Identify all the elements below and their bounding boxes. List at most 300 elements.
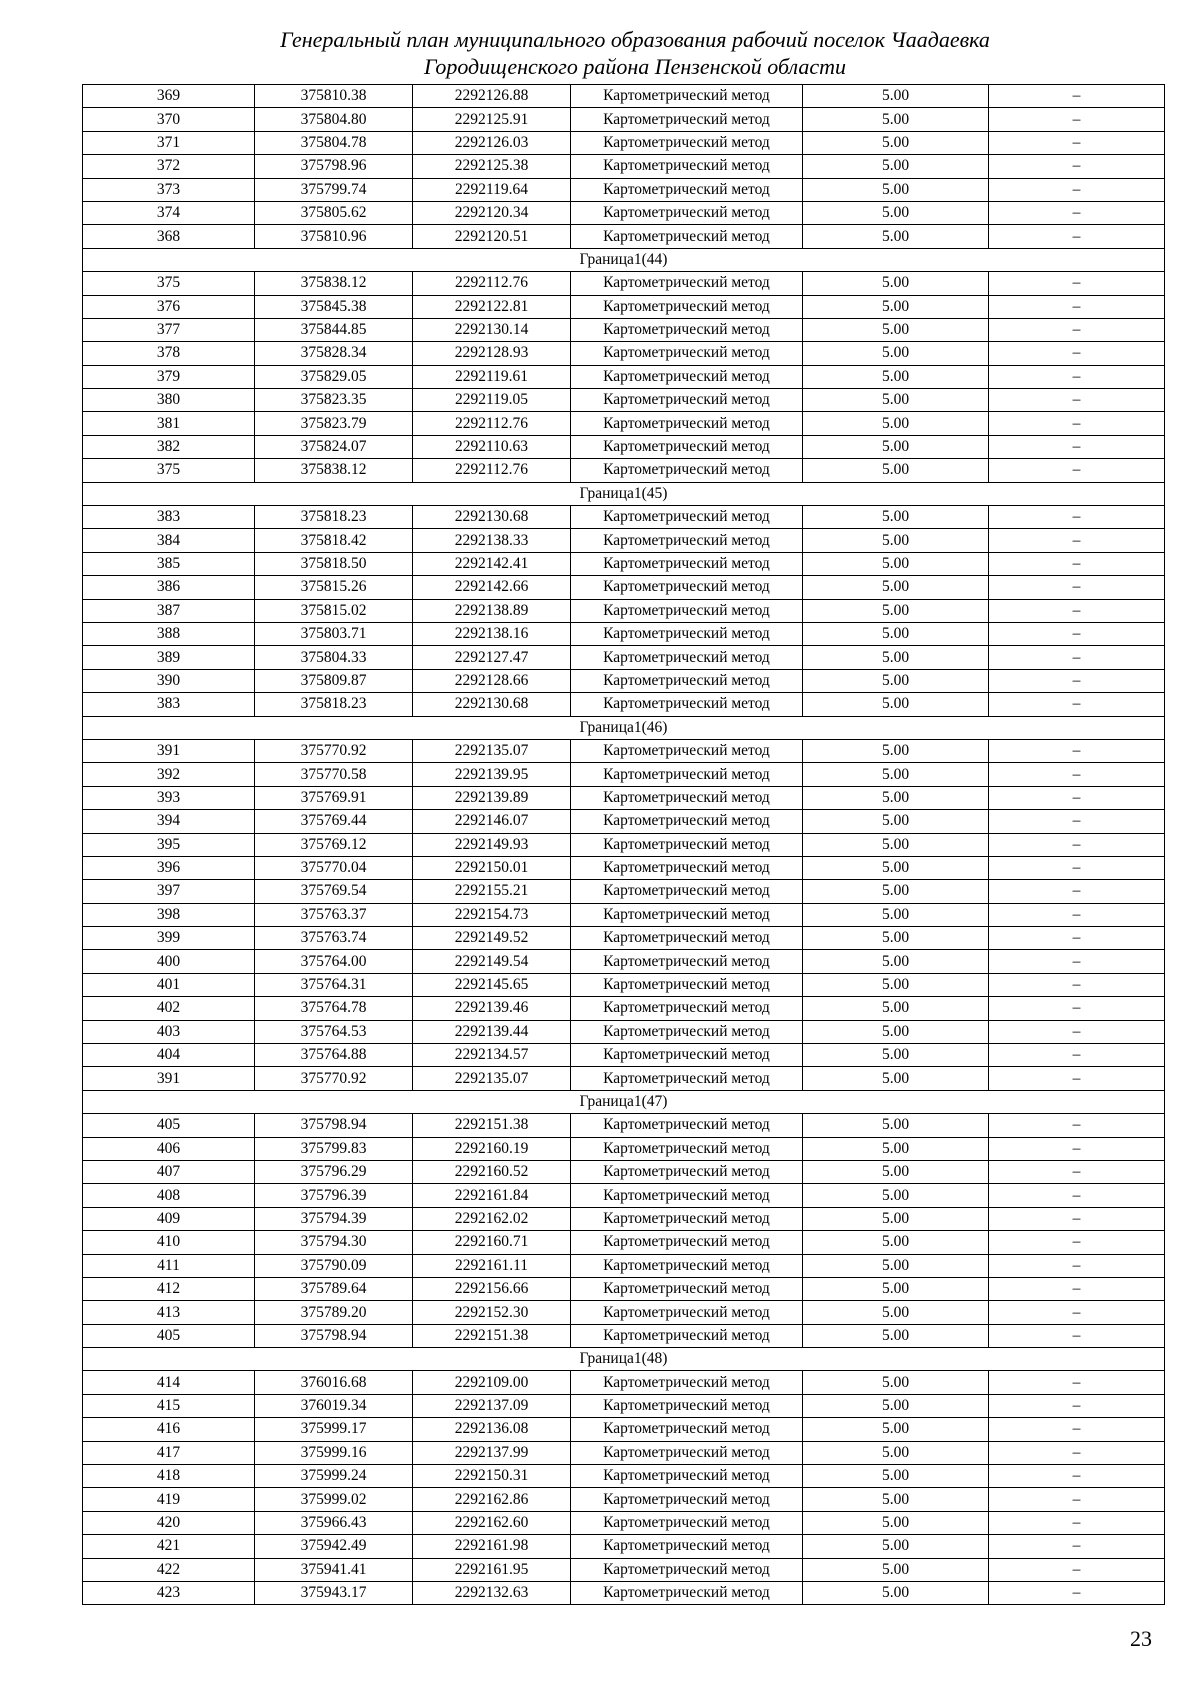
y-coordinate-cell: 2292139.46 <box>413 997 571 1020</box>
description-cell: – <box>989 763 1165 786</box>
description-cell: – <box>989 1465 1165 1488</box>
x-coordinate-cell: 375941.41 <box>255 1558 413 1581</box>
method-cell: Картометрический метод <box>571 365 803 388</box>
point-number-cell: 401 <box>83 973 255 996</box>
table-row <box>83 763 1165 786</box>
point-number-cell: 408 <box>83 1184 255 1207</box>
description-cell: – <box>989 272 1165 295</box>
accuracy-cell: 5.00 <box>803 1558 989 1581</box>
accuracy-cell: 5.00 <box>803 506 989 529</box>
method-cell: Картометрический метод <box>571 1114 803 1137</box>
y-coordinate-cell: 2292149.52 <box>413 927 571 950</box>
x-coordinate-cell: 375804.78 <box>255 131 413 154</box>
y-coordinate-cell: 2292119.05 <box>413 389 571 412</box>
x-coordinate-cell: 375769.44 <box>255 810 413 833</box>
y-coordinate-cell: 2292125.91 <box>413 108 571 131</box>
table-row <box>83 529 1165 552</box>
point-number-cell: 405 <box>83 1114 255 1137</box>
description-cell: – <box>989 1067 1165 1090</box>
point-number-cell: 411 <box>83 1254 255 1277</box>
x-coordinate-cell: 375810.96 <box>255 225 413 248</box>
y-coordinate-cell: 2292110.63 <box>413 435 571 458</box>
table-row <box>83 295 1165 318</box>
x-coordinate-cell: 375789.64 <box>255 1277 413 1300</box>
y-coordinate-cell: 2292127.47 <box>413 646 571 669</box>
point-number-cell: 387 <box>83 599 255 622</box>
description-cell: – <box>989 552 1165 575</box>
table-row <box>83 131 1165 154</box>
x-coordinate-cell: 375818.50 <box>255 552 413 575</box>
accuracy-cell: 5.00 <box>803 1114 989 1137</box>
section-row <box>83 248 1165 271</box>
table-row <box>83 1394 1165 1417</box>
accuracy-cell: 5.00 <box>803 1301 989 1324</box>
table-row <box>83 225 1165 248</box>
table-row <box>83 880 1165 903</box>
method-cell: Картометрический метод <box>571 786 803 809</box>
table-row <box>83 903 1165 926</box>
method-cell: Картометрический метод <box>571 201 803 224</box>
table-row <box>83 786 1165 809</box>
x-coordinate-cell: 375818.23 <box>255 693 413 716</box>
point-number-cell: 391 <box>83 739 255 762</box>
y-coordinate-cell: 2292125.38 <box>413 155 571 178</box>
x-coordinate-cell: 375799.74 <box>255 178 413 201</box>
table-row <box>83 1114 1165 1137</box>
x-coordinate-cell: 375823.35 <box>255 389 413 412</box>
y-coordinate-cell: 2292139.44 <box>413 1020 571 1043</box>
table-row <box>83 622 1165 645</box>
description-cell: – <box>989 178 1165 201</box>
y-coordinate-cell: 2292161.95 <box>413 1558 571 1581</box>
accuracy-cell: 5.00 <box>803 412 989 435</box>
method-cell: Картометрический метод <box>571 1394 803 1417</box>
y-coordinate-cell: 2292161.11 <box>413 1254 571 1277</box>
table-row <box>83 810 1165 833</box>
y-coordinate-cell: 2292146.07 <box>413 810 571 833</box>
accuracy-cell: 5.00 <box>803 459 989 482</box>
x-coordinate-cell: 375809.87 <box>255 669 413 692</box>
description-cell: – <box>989 810 1165 833</box>
description-cell: – <box>989 786 1165 809</box>
point-number-cell: 369 <box>83 85 255 108</box>
table-row <box>83 1067 1165 1090</box>
table-row <box>83 1207 1165 1230</box>
method-cell: Картометрический метод <box>571 131 803 154</box>
description-cell: – <box>989 1020 1165 1043</box>
accuracy-cell: 5.00 <box>803 1488 989 1511</box>
description-cell: – <box>989 1441 1165 1464</box>
accuracy-cell: 5.00 <box>803 1231 989 1254</box>
description-cell: – <box>989 576 1165 599</box>
point-number-cell: 403 <box>83 1020 255 1043</box>
section-title: Граница1(46) <box>83 716 1165 739</box>
accuracy-cell: 5.00 <box>803 786 989 809</box>
description-cell: – <box>989 389 1165 412</box>
description-cell: – <box>989 997 1165 1020</box>
x-coordinate-cell: 375794.39 <box>255 1207 413 1230</box>
point-number-cell: 381 <box>83 412 255 435</box>
description-cell: – <box>989 1114 1165 1137</box>
x-coordinate-cell: 375799.83 <box>255 1137 413 1160</box>
table-row <box>83 389 1165 412</box>
method-cell: Картометрический метод <box>571 1067 803 1090</box>
table-row <box>83 576 1165 599</box>
point-number-cell: 377 <box>83 318 255 341</box>
description-cell: – <box>989 1137 1165 1160</box>
table-row <box>83 1324 1165 1347</box>
x-coordinate-cell: 375999.02 <box>255 1488 413 1511</box>
description-cell: – <box>989 1184 1165 1207</box>
accuracy-cell: 5.00 <box>803 178 989 201</box>
accuracy-cell: 5.00 <box>803 295 989 318</box>
x-coordinate-cell: 375804.80 <box>255 108 413 131</box>
y-coordinate-cell: 2292128.66 <box>413 669 571 692</box>
accuracy-cell: 5.00 <box>803 1324 989 1347</box>
x-coordinate-cell: 375794.30 <box>255 1231 413 1254</box>
accuracy-cell: 5.00 <box>803 880 989 903</box>
method-cell: Картометрический метод <box>571 880 803 903</box>
y-coordinate-cell: 2292138.16 <box>413 622 571 645</box>
method-cell: Картометрический метод <box>571 295 803 318</box>
description-cell: – <box>989 459 1165 482</box>
table-row <box>83 155 1165 178</box>
description-cell: – <box>989 85 1165 108</box>
table-row <box>83 272 1165 295</box>
x-coordinate-cell: 375770.04 <box>255 856 413 879</box>
description-cell: – <box>989 903 1165 926</box>
table-row <box>83 1371 1165 1394</box>
point-number-cell: 378 <box>83 342 255 365</box>
y-coordinate-cell: 2292120.34 <box>413 201 571 224</box>
point-number-cell: 416 <box>83 1418 255 1441</box>
x-coordinate-cell: 375818.42 <box>255 529 413 552</box>
y-coordinate-cell: 2292160.52 <box>413 1160 571 1183</box>
y-coordinate-cell: 2292160.71 <box>413 1231 571 1254</box>
y-coordinate-cell: 2292156.66 <box>413 1277 571 1300</box>
point-number-cell: 407 <box>83 1160 255 1183</box>
accuracy-cell: 5.00 <box>803 1441 989 1464</box>
description-cell: – <box>989 856 1165 879</box>
x-coordinate-cell: 375829.05 <box>255 365 413 388</box>
accuracy-cell: 5.00 <box>803 108 989 131</box>
y-coordinate-cell: 2292142.66 <box>413 576 571 599</box>
section-title: Граница1(45) <box>83 482 1165 505</box>
y-coordinate-cell: 2292126.03 <box>413 131 571 154</box>
accuracy-cell: 5.00 <box>803 739 989 762</box>
point-number-cell: 412 <box>83 1277 255 1300</box>
x-coordinate-cell: 375769.91 <box>255 786 413 809</box>
x-coordinate-cell: 375999.17 <box>255 1418 413 1441</box>
x-coordinate-cell: 376016.68 <box>255 1371 413 1394</box>
table-row <box>83 412 1165 435</box>
method-cell: Картометрический метод <box>571 739 803 762</box>
y-coordinate-cell: 2292112.76 <box>413 459 571 482</box>
point-number-cell: 392 <box>83 763 255 786</box>
table-row <box>83 1137 1165 1160</box>
y-coordinate-cell: 2292150.31 <box>413 1465 571 1488</box>
description-cell: – <box>989 131 1165 154</box>
point-number-cell: 370 <box>83 108 255 131</box>
y-coordinate-cell: 2292132.63 <box>413 1582 571 1605</box>
x-coordinate-cell: 375999.16 <box>255 1441 413 1464</box>
table-row <box>83 1277 1165 1300</box>
method-cell: Картометрический метод <box>571 973 803 996</box>
point-number-cell: 396 <box>83 856 255 879</box>
point-number-cell: 386 <box>83 576 255 599</box>
point-number-cell: 399 <box>83 927 255 950</box>
accuracy-cell: 5.00 <box>803 646 989 669</box>
x-coordinate-cell: 375796.39 <box>255 1184 413 1207</box>
y-coordinate-cell: 2292128.93 <box>413 342 571 365</box>
table-row <box>83 506 1165 529</box>
method-cell: Картометрический метод <box>571 599 803 622</box>
method-cell: Картометрический метод <box>571 927 803 950</box>
description-cell: – <box>989 739 1165 762</box>
point-number-cell: 417 <box>83 1441 255 1464</box>
method-cell: Картометрический метод <box>571 1441 803 1464</box>
point-number-cell: 384 <box>83 529 255 552</box>
y-coordinate-cell: 2292161.84 <box>413 1184 571 1207</box>
description-cell: – <box>989 1535 1165 1558</box>
description-cell: – <box>989 1558 1165 1581</box>
accuracy-cell: 5.00 <box>803 1277 989 1300</box>
x-coordinate-cell: 375845.38 <box>255 295 413 318</box>
accuracy-cell: 5.00 <box>803 997 989 1020</box>
section-row <box>83 1090 1165 1113</box>
x-coordinate-cell: 375769.12 <box>255 833 413 856</box>
table-row <box>83 599 1165 622</box>
y-coordinate-cell: 2292130.68 <box>413 506 571 529</box>
point-number-cell: 383 <box>83 506 255 529</box>
accuracy-cell: 5.00 <box>803 1371 989 1394</box>
method-cell: Картометрический метод <box>571 669 803 692</box>
method-cell: Картометрический метод <box>571 1511 803 1534</box>
method-cell: Картометрический метод <box>571 1324 803 1347</box>
y-coordinate-cell: 2292139.95 <box>413 763 571 786</box>
description-cell: – <box>989 1231 1165 1254</box>
y-coordinate-cell: 2292119.61 <box>413 365 571 388</box>
y-coordinate-cell: 2292137.09 <box>413 1394 571 1417</box>
x-coordinate-cell: 375798.96 <box>255 155 413 178</box>
x-coordinate-cell: 375810.38 <box>255 85 413 108</box>
table-row <box>83 997 1165 1020</box>
accuracy-cell: 5.00 <box>803 693 989 716</box>
method-cell: Картометрический метод <box>571 85 803 108</box>
x-coordinate-cell: 375770.92 <box>255 739 413 762</box>
table-row <box>83 1535 1165 1558</box>
table-row <box>83 833 1165 856</box>
method-cell: Картометрический метод <box>571 1301 803 1324</box>
description-cell: – <box>989 1160 1165 1183</box>
x-coordinate-cell: 375824.07 <box>255 435 413 458</box>
section-row <box>83 716 1165 739</box>
section-title: Граница1(44) <box>83 248 1165 271</box>
table-row <box>83 1231 1165 1254</box>
y-coordinate-cell: 2292112.76 <box>413 272 571 295</box>
y-coordinate-cell: 2292142.41 <box>413 552 571 575</box>
accuracy-cell: 5.00 <box>803 1207 989 1230</box>
accuracy-cell: 5.00 <box>803 1394 989 1417</box>
accuracy-cell: 5.00 <box>803 903 989 926</box>
x-coordinate-cell: 375789.20 <box>255 1301 413 1324</box>
method-cell: Картометрический метод <box>571 1137 803 1160</box>
method-cell: Картометрический метод <box>571 622 803 645</box>
method-cell: Картометрический метод <box>571 576 803 599</box>
point-number-cell: 423 <box>83 1582 255 1605</box>
table-row <box>83 927 1165 950</box>
method-cell: Картометрический метод <box>571 272 803 295</box>
method-cell: Картометрический метод <box>571 646 803 669</box>
y-coordinate-cell: 2292120.51 <box>413 225 571 248</box>
table-row <box>83 1301 1165 1324</box>
x-coordinate-cell: 375838.12 <box>255 272 413 295</box>
point-number-cell: 395 <box>83 833 255 856</box>
y-coordinate-cell: 2292130.14 <box>413 318 571 341</box>
x-coordinate-cell: 375764.53 <box>255 1020 413 1043</box>
header-title-line-1: Генеральный план муниципального образования рабочий поселок Чаадаевка <box>280 27 990 52</box>
point-number-cell: 405 <box>83 1324 255 1347</box>
description-cell: – <box>989 1254 1165 1277</box>
method-cell: Картометрический метод <box>571 1535 803 1558</box>
description-cell: – <box>989 622 1165 645</box>
y-coordinate-cell: 2292126.88 <box>413 85 571 108</box>
method-cell: Картометрический метод <box>571 1488 803 1511</box>
x-coordinate-cell: 375999.24 <box>255 1465 413 1488</box>
section-row <box>83 482 1165 505</box>
method-cell: Картометрический метод <box>571 903 803 926</box>
description-cell: – <box>989 1582 1165 1605</box>
y-coordinate-cell: 2292139.89 <box>413 786 571 809</box>
method-cell: Картометрический метод <box>571 459 803 482</box>
section-row <box>83 1348 1165 1371</box>
description-cell: – <box>989 1277 1165 1300</box>
point-number-cell: 388 <box>83 622 255 645</box>
accuracy-cell: 5.00 <box>803 1184 989 1207</box>
description-cell: – <box>989 529 1165 552</box>
table-row <box>83 1441 1165 1464</box>
coordinates-table-body <box>83 85 1165 1605</box>
point-number-cell: 421 <box>83 1535 255 1558</box>
description-cell: – <box>989 1511 1165 1534</box>
x-coordinate-cell: 375803.71 <box>255 622 413 645</box>
accuracy-cell: 5.00 <box>803 622 989 645</box>
accuracy-cell: 5.00 <box>803 833 989 856</box>
x-coordinate-cell: 375805.62 <box>255 201 413 224</box>
accuracy-cell: 5.00 <box>803 272 989 295</box>
table-row <box>83 365 1165 388</box>
accuracy-cell: 5.00 <box>803 1067 989 1090</box>
point-number-cell: 371 <box>83 131 255 154</box>
accuracy-cell: 5.00 <box>803 669 989 692</box>
x-coordinate-cell: 375764.88 <box>255 1044 413 1067</box>
point-number-cell: 380 <box>83 389 255 412</box>
accuracy-cell: 5.00 <box>803 342 989 365</box>
accuracy-cell: 5.00 <box>803 1160 989 1183</box>
table-row <box>83 318 1165 341</box>
x-coordinate-cell: 376019.34 <box>255 1394 413 1417</box>
accuracy-cell: 5.00 <box>803 927 989 950</box>
accuracy-cell: 5.00 <box>803 435 989 458</box>
description-cell: – <box>989 927 1165 950</box>
x-coordinate-cell: 375796.29 <box>255 1160 413 1183</box>
point-number-cell: 374 <box>83 201 255 224</box>
y-coordinate-cell: 2292151.38 <box>413 1114 571 1137</box>
x-coordinate-cell: 375763.74 <box>255 927 413 950</box>
table-row <box>83 1465 1165 1488</box>
description-cell: – <box>989 833 1165 856</box>
accuracy-cell: 5.00 <box>803 1137 989 1160</box>
point-number-cell: 406 <box>83 1137 255 1160</box>
table-row <box>83 552 1165 575</box>
description-cell: – <box>989 365 1165 388</box>
description-cell: – <box>989 693 1165 716</box>
table-row <box>83 1582 1165 1605</box>
description-cell: – <box>989 646 1165 669</box>
point-number-cell: 389 <box>83 646 255 669</box>
point-number-cell: 422 <box>83 1558 255 1581</box>
point-number-cell: 394 <box>83 810 255 833</box>
x-coordinate-cell: 375790.09 <box>255 1254 413 1277</box>
description-cell: – <box>989 342 1165 365</box>
table-row <box>83 1511 1165 1534</box>
point-number-cell: 382 <box>83 435 255 458</box>
method-cell: Картометрический метод <box>571 950 803 973</box>
table-row <box>83 178 1165 201</box>
x-coordinate-cell: 375823.79 <box>255 412 413 435</box>
method-cell: Картометрический метод <box>571 1465 803 1488</box>
point-number-cell: 383 <box>83 693 255 716</box>
y-coordinate-cell: 2292162.60 <box>413 1511 571 1534</box>
point-number-cell: 372 <box>83 155 255 178</box>
method-cell: Картометрический метод <box>571 318 803 341</box>
table-row <box>83 646 1165 669</box>
table-row <box>83 342 1165 365</box>
section-title: Граница1(47) <box>83 1090 1165 1113</box>
x-coordinate-cell: 375764.78 <box>255 997 413 1020</box>
method-cell: Картометрический метод <box>571 1020 803 1043</box>
accuracy-cell: 5.00 <box>803 810 989 833</box>
x-coordinate-cell: 375818.23 <box>255 506 413 529</box>
point-number-cell: 410 <box>83 1231 255 1254</box>
method-cell: Картометрический метод <box>571 108 803 131</box>
accuracy-cell: 5.00 <box>803 1418 989 1441</box>
table-row <box>83 1558 1165 1581</box>
accuracy-cell: 5.00 <box>803 155 989 178</box>
table-row <box>83 1254 1165 1277</box>
point-number-cell: 402 <box>83 997 255 1020</box>
description-cell: – <box>989 1418 1165 1441</box>
accuracy-cell: 5.00 <box>803 1044 989 1067</box>
accuracy-cell: 5.00 <box>803 318 989 341</box>
method-cell: Картометрический метод <box>571 856 803 879</box>
y-coordinate-cell: 2292155.21 <box>413 880 571 903</box>
description-cell: – <box>989 201 1165 224</box>
y-coordinate-cell: 2292151.38 <box>413 1324 571 1347</box>
point-number-cell: 376 <box>83 295 255 318</box>
method-cell: Картометрический метод <box>571 155 803 178</box>
y-coordinate-cell: 2292138.89 <box>413 599 571 622</box>
point-number-cell: 414 <box>83 1371 255 1394</box>
method-cell: Картометрический метод <box>571 810 803 833</box>
method-cell: Картометрический метод <box>571 178 803 201</box>
point-number-cell: 375 <box>83 459 255 482</box>
method-cell: Картометрический метод <box>571 342 803 365</box>
method-cell: Картометрический метод <box>571 1418 803 1441</box>
description-cell: – <box>989 880 1165 903</box>
method-cell: Картометрический метод <box>571 693 803 716</box>
point-number-cell: 418 <box>83 1465 255 1488</box>
